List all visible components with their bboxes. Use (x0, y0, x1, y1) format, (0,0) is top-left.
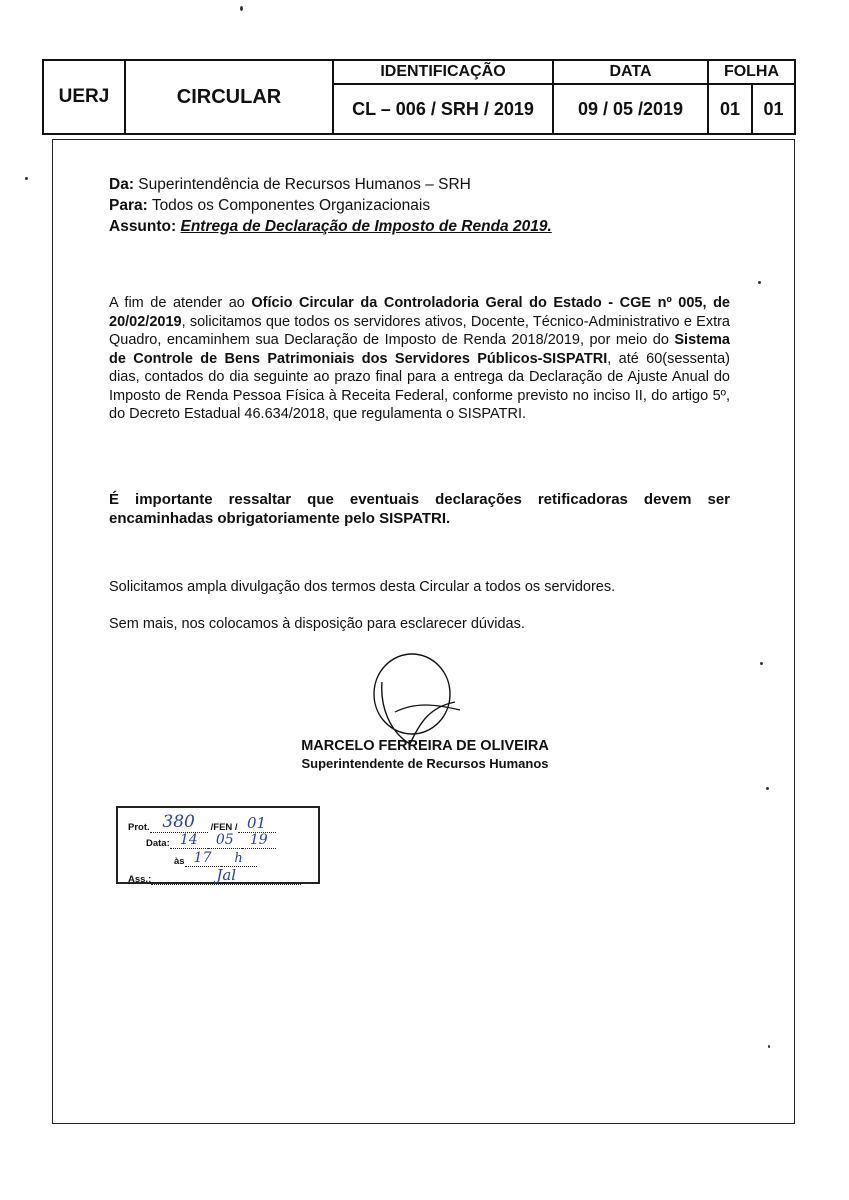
header-grid (334, 61, 794, 133)
p1-reference: Ofício Circular da Controladoria Geral do Estado - CGE nº 005, de 20/02/2019 (109, 295, 730, 330)
scan-speck (240, 6, 243, 11)
to-value: Todos os Componentes Organizacionais (151, 197, 431, 214)
paragraph-3: Solicitamos ampla divulgação dos termos desta Circular a todos os servidores. (109, 579, 616, 595)
stamp-as-value: 17 (193, 850, 212, 866)
ident-label: IDENTIFICAÇÃO (334, 61, 554, 83)
stamp-fen-value: 01 (247, 814, 267, 832)
stamp-as-value2: h (234, 851, 243, 866)
to-line (109, 195, 552, 216)
date-label: DATA (554, 61, 709, 83)
to-label: Para: (109, 197, 148, 214)
from-value: Superintendência de Recursos Humanos – SRH (138, 176, 471, 193)
stamp-prot-value: 380 (162, 812, 195, 832)
stamp-as-label: às (174, 856, 185, 867)
memo-meta (109, 174, 552, 237)
stamp-date-line (146, 832, 276, 849)
subject-line (109, 216, 552, 237)
doc-type: CIRCULAR (176, 85, 282, 108)
org-cell (44, 61, 126, 133)
stamp-ass-label: Ass.: (128, 874, 152, 885)
protocol-stamp (116, 806, 320, 884)
document-header (42, 59, 796, 135)
scan-speck (768, 1045, 770, 1048)
p1-system-name: Sistema de Controle de Bens Patrimoniais dos Servidores Públicos-SISPATRI (109, 332, 730, 367)
from-label: Da: (109, 176, 134, 193)
subject-label: Assunto: (109, 218, 177, 235)
doc-type-cell (126, 61, 334, 133)
paragraph-4: Sem mais, nos colocamos à disposição para esclarecer dúvidas. (109, 616, 525, 632)
signatory-name: MARCELO FERREIRA DE OLIVEIRA (301, 738, 549, 754)
stamp-ass-line (128, 866, 301, 885)
stamp-ass-value: Jal (216, 866, 237, 884)
stamp-fen-label: /FEN / (210, 822, 238, 833)
scan-speck (766, 787, 769, 790)
ident-value: CL – 006 / SRH / 2019 (334, 85, 554, 133)
p1-text-e: , até 60(sessenta) dias, contados do dia seguinte ao prazo final para a entrega da Declaração de Ajuste Anual do Imposto de Renda Pessoa Física à Receita Federal, conforme previsto no inciso II, do artigo 5º, do Decreto Estadual 46.634/2018, que regulamenta o SISPATRI. (109, 350, 730, 422)
header-values-row (334, 85, 794, 133)
p1-text-c: , solicitamos que todos os servidores ativos, Docente, Técnico-Administrativo e Extra Quadro, encaminhem sua Declaração de Imposto de Renda 2018/2019, por meio do (109, 313, 730, 348)
scan-speck (758, 281, 761, 284)
scan-speck (760, 662, 763, 665)
stamp-date-day: 14 (179, 832, 198, 848)
signature-scribble (360, 652, 470, 752)
sheet-total: 01 (763, 98, 784, 119)
header-labels-row (334, 61, 794, 85)
stamp-date-label: Data: (146, 838, 170, 849)
stamp-date-year: 19 (249, 832, 268, 848)
stamp-date-month: 05 (215, 832, 234, 848)
from-line (109, 174, 552, 195)
paragraph-1 (109, 294, 730, 424)
org-name: UERJ (58, 86, 110, 107)
p1-text-a: A fim de atender ao (109, 295, 252, 311)
stamp-time-line (174, 850, 257, 867)
sheet-number: 01 (709, 85, 753, 133)
stamp-prot-label: Prot. (128, 822, 150, 833)
signatory-title: Superintendente de Recursos Humanos (301, 756, 549, 771)
scan-speck (25, 177, 28, 180)
date-value: 09 / 05 /2019 (554, 85, 709, 133)
stamp-prot-line (128, 812, 276, 833)
sheet-label: FOLHA (723, 63, 780, 80)
subject-value: Entrega de Declaração de Imposto de Renda 2019. (180, 218, 552, 235)
paragraph-2: É importante ressaltar que eventuais declarações retificadoras devem ser encaminhadas obrigatoriamente pelo SISPATRI. (109, 491, 730, 527)
